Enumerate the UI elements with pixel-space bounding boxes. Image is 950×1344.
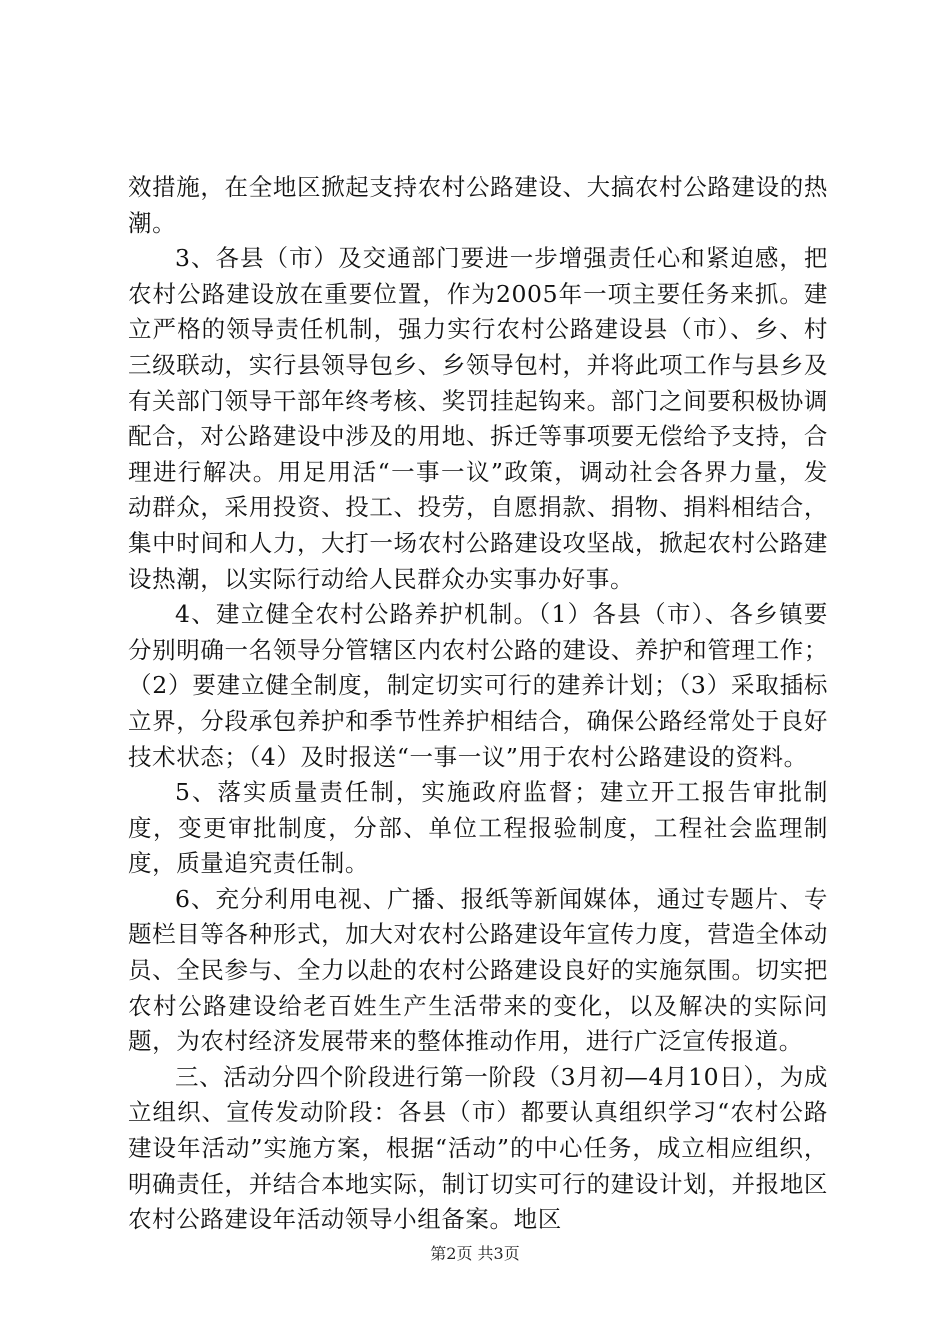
body-text	[128, 170, 828, 1238]
paragraph-item-6: 6、充分利用电视、广播、报纸等新闻媒体，通过专题片、专题栏目等各种形式，加大对农村公路建设年宣传力度，营造全体动员、全民参与、全力以赴的农村公路建设良好的实施氛围。切实把农村公路建设给老百姓生产生活带来的变化，以及解决的实际问题，为农村经济发展带来的整体推动作用，进行广泛宣传报道。	[128, 884, 828, 1056]
paragraph-section-3: 三、活动分四个阶段进行第一阶段（3月初—4月10日），为成立组织、宣传发动阶段：各县（市）都要认真组织学习“农村公路建设年活动”实施方案，根据“活动”的中心任务，成立相应组织，明确责任，并结合本地实际，制订切实可行的建设计划，并报地区农村公路建设年活动领导小组备案。地区	[128, 1062, 828, 1234]
page-number-footer: 第2页 共3页	[430, 1244, 520, 1263]
paragraph-continuation: 效措施，在全地区掀起支持农村公路建设、大搞农村公路建设的热潮。	[128, 173, 828, 237]
paragraph-item-3: 3、各县（市）及交通部门要进一步增强责任心和紧迫感，把农村公路建设放在重要位置，作为2005年一项主要任务来抓。建立严格的领导责任机制，强力实行农村公路建设县（市）、乡、村三级联动，实行县领导包乡、乡领导包村，并将此项工作与县乡及有关部门领导干部年终考核、奖罚挂起钩来。部门之间要积极协调配合，对公路建设中涉及的用地、拆迁等事项要无偿给予支持，合理进行解决。用足用活“一事一议”政策，调动社会各界力量，发动群众，采用投资、投工、投劳，自愿捐款、捐物、捐料相结合，集中时间和人力，大打一场农村公路建设攻坚战，掀起农村公路建设热潮，以实际行动给人民群众办实事办好事。	[128, 244, 828, 593]
paragraph-item-4: 4、建立健全农村公路养护机制。（1）各县（市）、各乡镇要分别明确一名领导分管辖区内农村公路的建设、养护和管理工作；（2）要建立健全制度，制定切实可行的建养计划；（3）采取插标立界，分段承包养护和季节性养护相结合，确保公路经常处于良好技术状态；（4）及时报送“一事一议”用于农村公路建设的资料。	[128, 600, 828, 771]
paragraph-item-5: 5、落实质量责任制，实施政府监督；建立开工报告审批制度，变更审批制度，分部、单位工程报验制度，工程社会监理制度，质量追究责任制。	[128, 778, 828, 878]
